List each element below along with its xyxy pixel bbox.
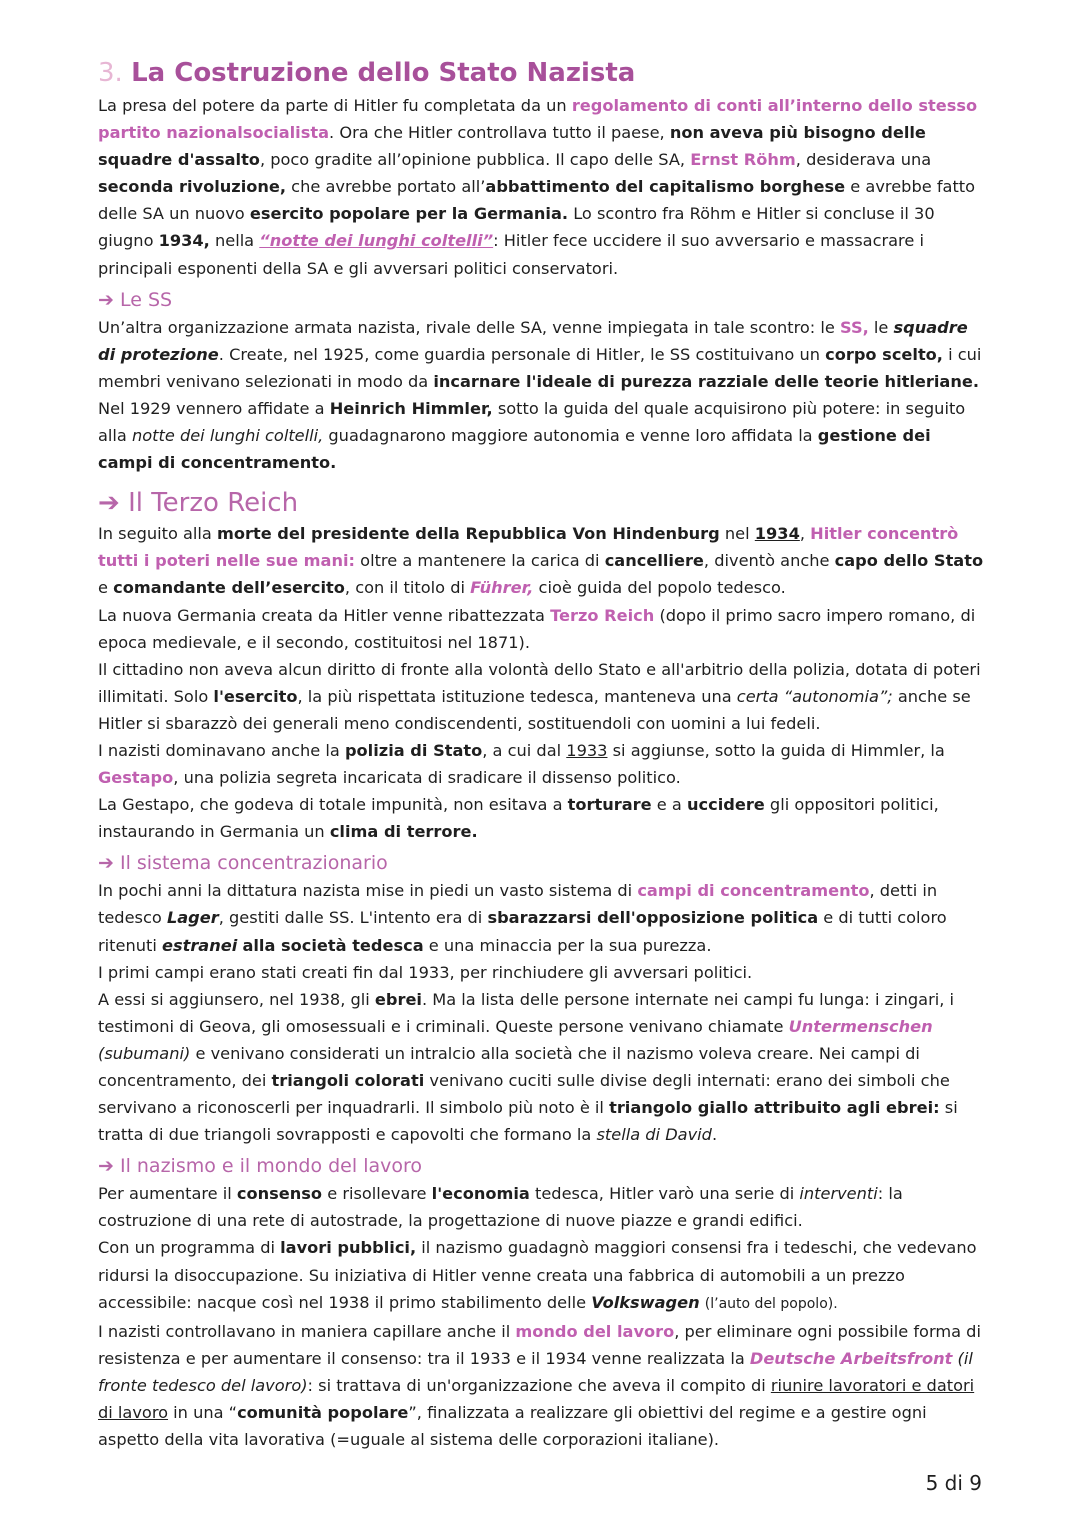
subheading-lager: ➔ Il sistema concentrazionario [98,852,388,875]
section-number: 3. [98,58,123,88]
paragraph-lavoro-1: Per aumentare il consenso e risollevare l'economia tedesca, Hitler varò una serie di interventi: la costruzione di una rete di autostrade, la progettazione di nuove piazze e grandi edifici. [98,1184,903,1231]
paragraph-lager-3: A essi si aggiunsero, nel 1938, gli ebrei. Ma la lista delle persone internate nei campi fu lunga: i zingari, i testimoni di Geova, gli omosessuali e i criminali. Queste persone venivano chiamate Untermenschen (subumani) e venivano considerati un intralcio alla società che il nazismo voleva creare. Nei campi di concentramento, dei triangoli colorati venivano cuciti sulle divise degli internati: erano dei simboli che servivano a riconoscerli per inquadrarli. Il simbolo più noto è il triangolo giallo attribuito agli ebrei: si tratta di due triangoli sovrapposti e capovolti che formano la stella di David. [98,989,958,1145]
paragraph-intro: La presa del potere da parte di Hitler fu completata da un regolamento di conti all’interno dello stesso partito nazionalsocialista. Ora che Hitler controllava tutto il paese, non aveva più bisogno delle squadre d'assalto, poco gradite all’opinione pubblica. Il capo delle SA, Ernst Röhm, desiderava una seconda rivoluzione, che avrebbe portato all’abbattimento del capitalismo borghese e avrebbe fatto delle SA un nuovo esercito popolare per la Germania. Lo scontro fra Röhm e Hitler si concluse il 30 giugno 1934, nella “notte dei lunghi coltelli”: Hitler fece uccidere il suo avversario e massacrare i principali esponenti della SA e gli avversari politici conservatori. [98,96,978,278]
paragraph-reich-4: I nazisti dominavano anche la polizia di Stato, a cui dal 1933 si aggiunse, sotto la guida di Himmler, la Gestapo, una polizia segreta incaricata di sradicare il dissenso politico. [98,740,945,788]
paragraph-reich-1: In seguito alla morte del presidente della Repubblica Von Hindenburg nel 1934, Hitler concentrò tutti i poteri nelle sue mani: oltre a mantenere la carica di cancelliere, diventò anche capo dello Stato e comandante dell’esercito, con il titolo di Führer, cioè guida del popolo tedesco. [98,524,984,598]
section-title [98,56,988,90]
paragraph-reich-3: Il cittadino non aveva alcun diritto di fronte alla volontà dello Stato e all'arbitrio della polizia, dotata di poteri illimitati. Solo l'esercito, la più rispettata istituzione tedesca, manteneva una certa “autonomia”; anche se Hitler si sbarazzò dei generali meno condiscendenti, sostituendoli con uomini a lui fedeli. [98,659,981,733]
paragraph-reich-5: La Gestapo, che godeva di totale impunità, non esitava a torturare e a uccidere gli oppositori politici, instaurando in Germania un clima di terrore. [98,795,939,842]
paragraph-lager-2: I primi campi erano stati creati fin dal 1933, per rinchiudere gli avversari politici. [98,962,753,982]
document-page [98,56,988,1453]
paragraph-lavoro-2: Con un programma di lavori pubblici, il nazismo guadagnò maggiori consensi fra i tedeschi, che vedevano ridursi la disoccupazione. Su iniziativa di Hitler venne creata una fabbrica di automobili a un prezzo accessibile: nacque così nel 1938 il primo stabilimento delle Volkswagen (l’auto del popolo). [98,1238,977,1312]
arrow-right-icon: ➔ [98,288,114,311]
page-number: 5 di 9 [925,1471,982,1495]
section-title-text: La Costruzione dello Stato Nazista [131,58,636,88]
arrow-right-icon: ➔ [98,1155,114,1178]
arrow-right-icon: ➔ [98,852,114,875]
paragraph-lavoro-3: I nazisti controllavano in maniera capillare anche il mondo del lavoro, per eliminare ogni possibile forma di resistenza e per aumentare il consenso: tra il 1933 e il 1934 venne realizzata la Deutsche Arbeitsfront (il fronte tedesco del lavoro): si trattava di un'organizzazione che aveva il compito di riunire lavoratori e datori di lavoro in una “comunità popolare”, finalizzata a realizzare gli obiettivi del regime e a gestire ogni aspetto della vita lavorativa (=uguale al sistema delle corporazioni italiane). [98,1321,981,1450]
subheading-ss: ➔ Le SS [98,288,173,311]
arrow-right-icon: ➔ [98,488,120,519]
paragraph-reich-2: La nuova Germania creata da Hitler venne ribattezzata Terzo Reich (dopo il primo sacro impero romano, di epoca medievale, e il secondo, costituitosi nel 1871). [98,605,976,652]
paragraph-ss: Un’altra organizzazione armata nazista, rivale delle SA, venne impiegata in tale scontro: le SS, le squadre di protezione. Create, nel 1925, come guardia personale di Hitler, le SS costituivano un corpo scelto, i cui membri venivano selezionati in modo da incarnare l'ideale di purezza razziale delle teorie hitleriane. Nel 1929 vennero affidate a Heinrich Himmler, sotto la guida del quale acquisirono più potere: in seguito alla notte dei lunghi coltelli, guadagnarono maggiore autonomia e venne loro affidata la gestione dei campi di concentramento. [98,317,982,473]
paragraph-lager-1: In pochi anni la dittatura nazista mise in piedi un vasto sistema di campi di concentramento, detti in tedesco Lager, gestiti dalle SS. L'intento era di sbarazzarsi dell'opposizione politica e di tutti coloro ritenuti estranei alla società tedesca e una minaccia per la sua purezza. [98,881,947,955]
subheading-terzo-reich: ➔ Il Terzo Reich [98,488,299,519]
subheading-lavoro: ➔ Il nazismo e il mondo del lavoro [98,1155,423,1178]
